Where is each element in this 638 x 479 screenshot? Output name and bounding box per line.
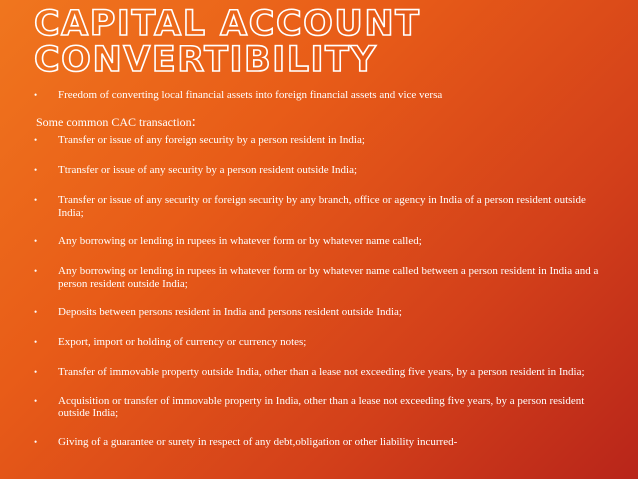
- list-item-text: Ttransfer or issue of any security by a person resident outside India;: [58, 164, 358, 176]
- transaction-list: [34, 134, 614, 448]
- title-line-1: CAPITAL ACCOUNT: [34, 4, 421, 44]
- list-item: [34, 436, 614, 449]
- list-item: [34, 265, 614, 290]
- list-item: [34, 395, 614, 420]
- bullet-marker: •: [34, 195, 38, 205]
- bullet-marker: •: [34, 165, 38, 175]
- bullet-marker: •: [34, 395, 38, 406]
- list-item: [34, 235, 614, 248]
- bullet-marker: •: [34, 135, 38, 145]
- list-item-text: Transfer or issue of any foreign security by a person resident in India;: [58, 134, 365, 146]
- subheading-text: Some common CAC transaction: [36, 114, 192, 129]
- list-item-text: Export, import or holding of currency or currency notes;: [58, 336, 307, 348]
- slide-body: [34, 89, 614, 466]
- list-item: [34, 306, 614, 319]
- bullet-marker: •: [34, 90, 38, 100]
- title-line-2: CONVERTIBILITY: [34, 40, 378, 80]
- list-item-text: Transfer of immovable property outside India, other than a lease not exceeding five years, by a person resident in India;: [58, 366, 585, 378]
- bullet-marker: •: [34, 367, 38, 377]
- list-item: [34, 164, 614, 177]
- list-item-text: Giving of a guarantee or surety in respect of any debt,obligation or other liability incurred-: [58, 435, 458, 448]
- bullet-marker: •: [34, 266, 38, 276]
- intro-bullet: [34, 89, 614, 102]
- list-item-text: Deposits between persons resident in India and persons resident outside India;: [58, 306, 402, 318]
- list-item-text: Any borrowing or lending in rupees in whatever form or by whatever name called;: [58, 235, 422, 247]
- intro-text: Freedom of converting local financial assets into foreign financial assets and vice versa: [58, 89, 443, 101]
- list-item: [34, 366, 614, 379]
- list-item-text: Any borrowing or lending in rupees in whatever form or by whatever name called between a person resident in India and a person resident outside India;: [58, 265, 599, 290]
- bullet-marker: •: [34, 236, 38, 246]
- list-item: [34, 194, 614, 219]
- list-item: [34, 336, 614, 349]
- bullet-marker: •: [34, 307, 38, 317]
- bullet-marker: •: [34, 337, 38, 347]
- bullet-marker: •: [34, 436, 38, 447]
- list-item-text: Transfer or issue of any security or foreign security by any branch, office or agency in India of a person resident outside India;: [58, 194, 586, 219]
- subheading-colon: :: [191, 113, 196, 130]
- subheading: [36, 113, 614, 130]
- slide-title: [34, 6, 420, 78]
- list-item: [34, 134, 614, 147]
- list-item-text: Acquisition or transfer of immovable property in India, other than a lease not exceeding five years, by a person resident outside India;: [58, 394, 585, 419]
